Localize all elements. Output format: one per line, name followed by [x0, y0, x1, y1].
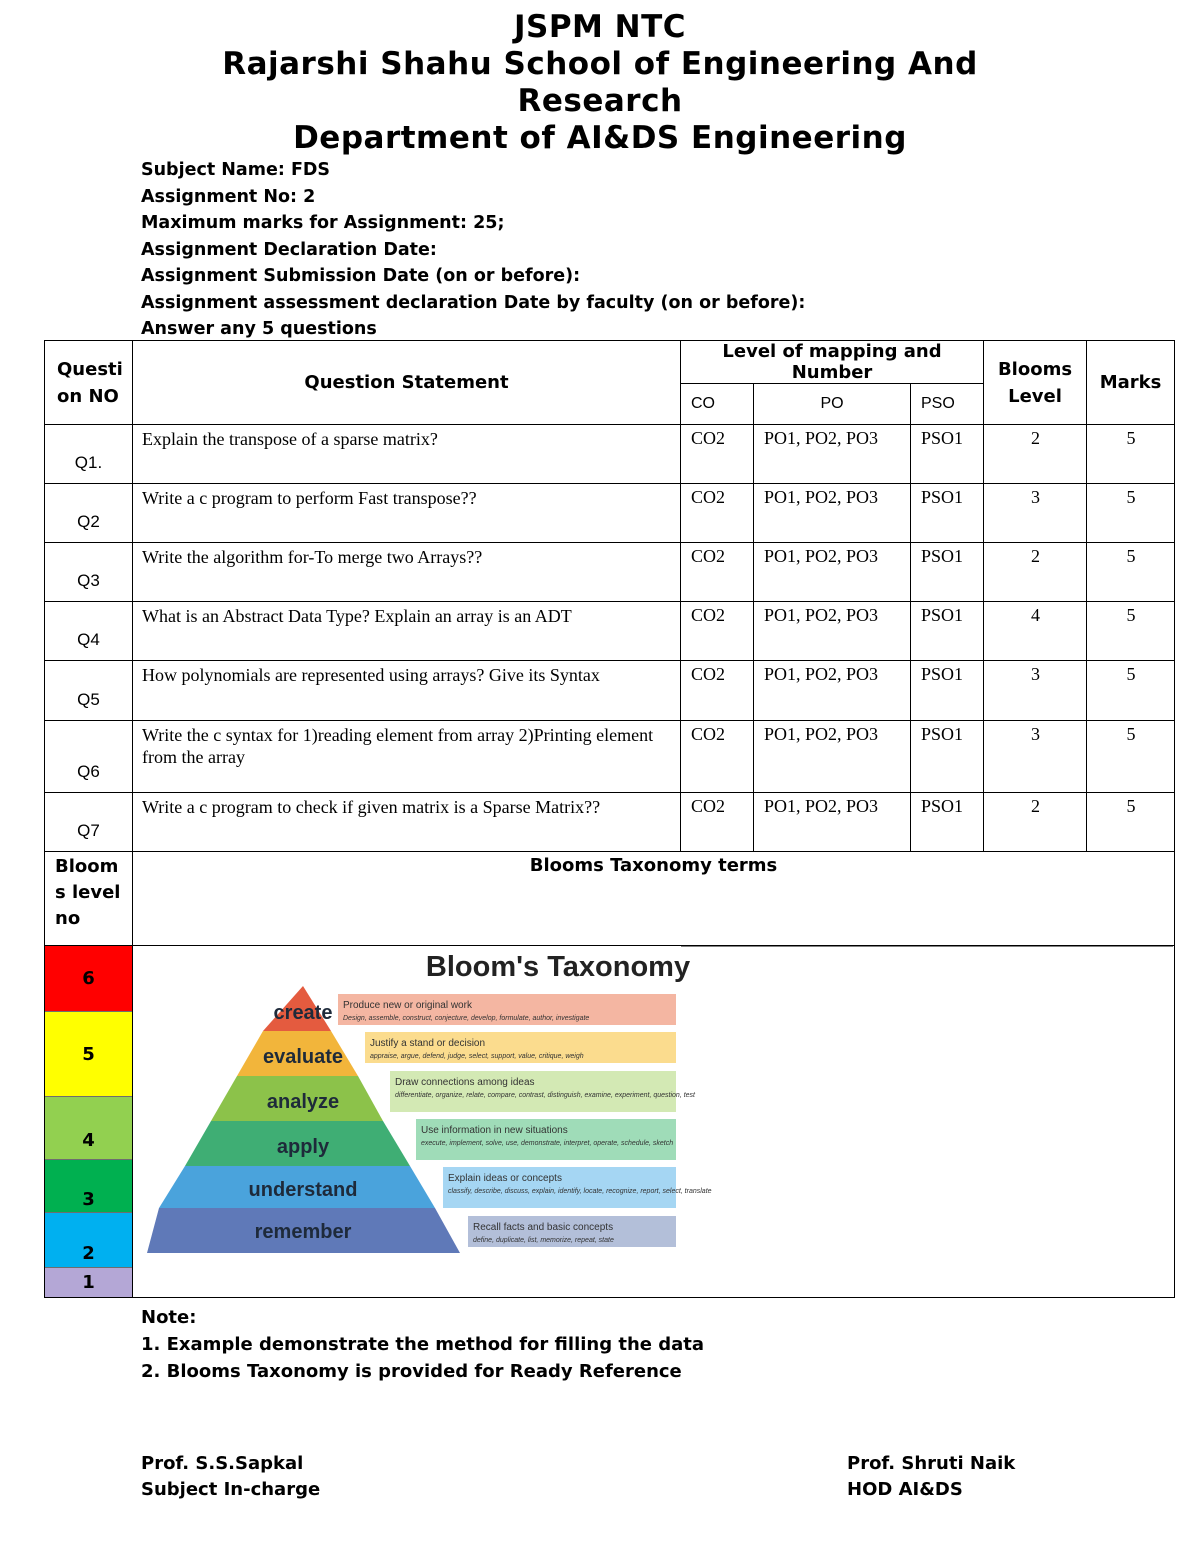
tier-label-apply: apply	[276, 1136, 330, 1158]
co-value: CO2	[681, 793, 754, 852]
question-no: Q6	[45, 721, 133, 793]
po-value: PO1, PO2, PO3	[754, 793, 911, 852]
subject-incharge-role: Subject In-charge	[141, 1479, 321, 1500]
max-marks: Maximum marks for Assignment: 25;	[141, 213, 505, 233]
po-value: PO1, PO2, PO3	[754, 602, 911, 661]
pso-value: PSO1	[911, 602, 984, 661]
blooms-header-row	[45, 852, 1175, 946]
header-mapping: Level of mapping and Number	[681, 341, 984, 384]
po-value: PO1, PO2, PO3	[754, 484, 911, 543]
question-statement: Write a c program to check if given matrix is a Sparse Matrix??	[133, 793, 681, 852]
pso-value: PSO1	[911, 793, 984, 852]
hod-name: Prof. Shruti Naik	[847, 1453, 1016, 1474]
figure-title: Bloom's Taxonomy	[425, 951, 691, 983]
co-value: CO2	[681, 543, 754, 602]
blooms-figure-row	[45, 946, 1175, 1298]
pso-value: PSO1	[911, 484, 984, 543]
po-value: PO1, PO2, PO3	[754, 721, 911, 793]
desc-apply: Use information in new situations	[421, 1125, 568, 1136]
submission-date: Assignment Submission Date (on or before):	[141, 266, 581, 286]
co-value: CO2	[681, 484, 754, 543]
question-no: Q2	[45, 484, 133, 543]
desc-analyze: Draw connections among ideas	[395, 1077, 535, 1088]
instructions: Answer any 5 questions	[141, 319, 377, 339]
header-statement: Question Statement	[133, 341, 681, 425]
header-marks: Marks	[1087, 341, 1175, 425]
question-statement: Write the algorithm for-To merge two Arrays??	[133, 543, 681, 602]
note-2: 2. Blooms Taxonomy is provided for Ready Reference	[141, 1361, 682, 1382]
pso-value: PSO1	[911, 721, 984, 793]
college-short-name: JSPM NTC	[513, 9, 687, 45]
header-po: PO	[754, 384, 911, 425]
school-name: Rajarshi Shahu School of Engineering And	[222, 46, 978, 82]
blooms-terms-title: Blooms Taxonomy terms	[133, 852, 1175, 946]
bloom-level: 4	[984, 602, 1087, 661]
tier-label-create: create	[273, 1002, 333, 1024]
question-statement: How polynomials are represented using arrays? Give its Syntax	[133, 661, 681, 721]
note-1: 1. Example demonstrate the method for filling the data	[141, 1334, 705, 1355]
department-name: Department of AI&DS Engineering	[293, 120, 907, 156]
notes	[141, 1304, 704, 1385]
subject-incharge-name: Prof. S.S.Sapkal	[141, 1453, 304, 1474]
desc-evaluate: Justify a stand or decision	[370, 1038, 486, 1049]
blooms-figure-cell	[133, 946, 1175, 1298]
subject-name: Subject Name: FDS	[141, 160, 331, 180]
table-row	[45, 793, 1175, 852]
level-5-swatch: 5	[45, 1012, 132, 1097]
question-statement: What is an Abstract Data Type? Explain an array is an ADT	[133, 602, 681, 661]
note-heading: Note:	[141, 1307, 197, 1328]
declaration-date: Assignment Declaration Date:	[141, 239, 437, 260]
bloom-level: 3	[984, 721, 1087, 793]
assignment-no: Assignment No: 2	[141, 186, 316, 207]
desc-create: Produce new or original work	[343, 1000, 472, 1011]
signature-right	[847, 1451, 1015, 1503]
bloom-level: 2	[984, 425, 1087, 484]
level-2-swatch: 2	[45, 1213, 132, 1268]
table-row	[45, 543, 1175, 602]
tier-label-analyze: analyze	[266, 1091, 340, 1113]
bloom-level: 3	[984, 484, 1087, 543]
bloom-level: 2	[984, 543, 1087, 602]
question-statement: Write the c syntax for 1)reading element from array 2)Printing element from the array	[133, 721, 681, 793]
verbs-remember: define, duplicate, list, memorize, repeat, state	[473, 1237, 614, 1244]
image-overlay-edge	[133, 946, 681, 948]
pso-value: PSO1	[911, 661, 984, 721]
assignment-table	[44, 340, 1175, 1298]
level-1-swatch: 1	[45, 1268, 132, 1297]
co-value: CO2	[681, 425, 754, 484]
assessment-date: Assignment assessment declaration Date by faculty (on or before):	[141, 292, 806, 313]
marks-value: 5	[1087, 484, 1175, 543]
header-co: CO	[681, 384, 754, 425]
verbs-analyze: differentiate, organize, relate, compare, contrast, distinguish, examine, experiment, question, test	[395, 1092, 695, 1099]
question-no: Q4	[45, 602, 133, 661]
verbs-apply: execute, implement, solve, use, demonstrate, interpret, operate, schedule, sketch	[421, 1140, 674, 1147]
table-row	[45, 721, 1175, 793]
question-no: Q7	[45, 793, 133, 852]
verbs-understand: classify, describe, discuss, explain, identify, locate, recognize, report, select, translate	[448, 1188, 712, 1195]
table-row	[45, 602, 1175, 661]
question-no: Q5	[45, 661, 133, 721]
desc-remember: Recall facts and basic concepts	[473, 1222, 614, 1233]
co-value: CO2	[681, 661, 754, 721]
marks-value: 5	[1087, 661, 1175, 721]
marks-value: 5	[1087, 602, 1175, 661]
pso-value: PSO1	[911, 425, 984, 484]
verbs-create: Design, assemble, construct, conjecture, develop, formulate, author, investigate	[343, 1015, 590, 1022]
question-no: Q1.	[45, 425, 133, 484]
header-blooms: Blooms Level	[984, 341, 1087, 425]
header-qno: Questi on NO	[45, 341, 133, 425]
blooms-level-label: Bloom s level no	[45, 852, 133, 946]
pso-value: PSO1	[911, 543, 984, 602]
assignment-meta	[141, 157, 805, 343]
po-value: PO1, PO2, PO3	[754, 425, 911, 484]
co-value: CO2	[681, 602, 754, 661]
tier-label-remember: remember	[254, 1221, 352, 1243]
question-no: Q3	[45, 543, 133, 602]
level-4-swatch: 4	[45, 1097, 132, 1160]
table-row	[45, 661, 1175, 721]
hod-role: HOD AI&DS	[847, 1479, 963, 1500]
signature-left	[141, 1451, 320, 1503]
verbs-evaluate: appraise, argue, defend, judge, select, support, value, critique, weigh	[370, 1053, 584, 1060]
marks-value: 5	[1087, 721, 1175, 793]
level-3-swatch: 3	[45, 1160, 132, 1213]
blooms-level-column	[45, 946, 133, 1298]
po-value: PO1, PO2, PO3	[754, 661, 911, 721]
tier-label-evaluate: evaluate	[262, 1046, 344, 1068]
bloom-level: 2	[984, 793, 1087, 852]
level-6-swatch: 6	[45, 946, 132, 1012]
marks-value: 5	[1087, 793, 1175, 852]
co-value: CO2	[681, 721, 754, 793]
question-statement: Write a c program to perform Fast transpose??	[133, 484, 681, 543]
marks-value: 5	[1087, 543, 1175, 602]
marks-value: 5	[1087, 425, 1175, 484]
tier-label-understand: understand	[248, 1179, 358, 1201]
table-row	[45, 484, 1175, 543]
header-pso: PSO	[911, 384, 984, 425]
question-statement: Explain the transpose of a sparse matrix?	[133, 425, 681, 484]
school-name-cont: Research	[517, 83, 683, 119]
bloom-level: 3	[984, 661, 1087, 721]
po-value: PO1, PO2, PO3	[754, 543, 911, 602]
desc-understand: Explain ideas or concepts	[448, 1173, 562, 1184]
table-row	[45, 425, 1175, 484]
blooms-taxonomy-figure	[133, 946, 1173, 1297]
